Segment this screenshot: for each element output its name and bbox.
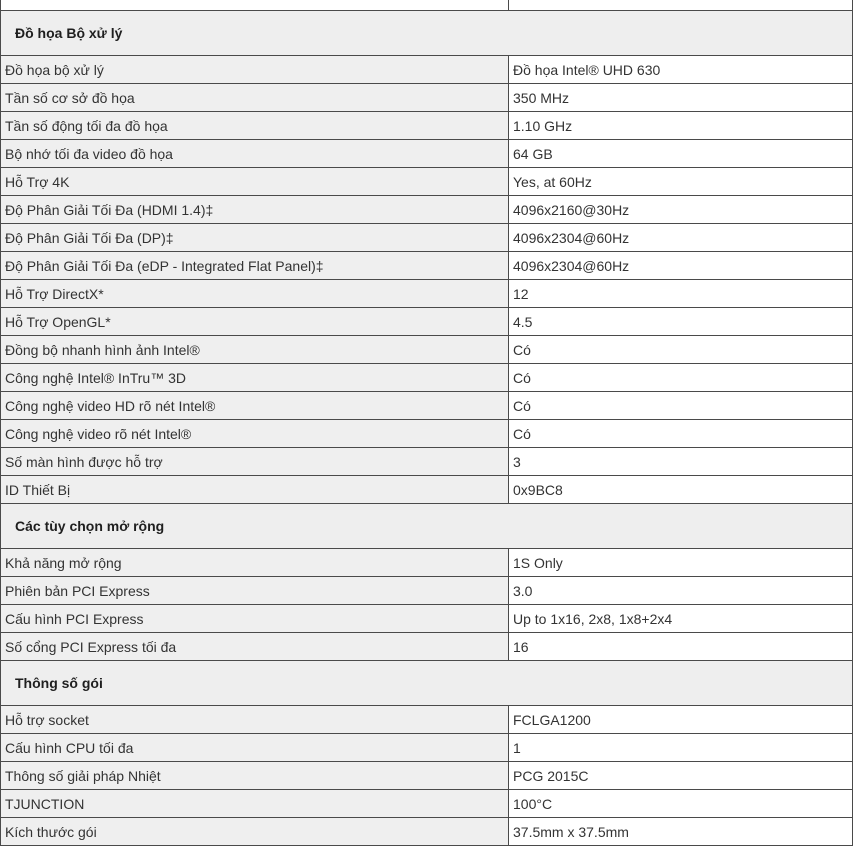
spec-label: Số cổng PCI Express tối đa [1,633,509,661]
spec-row [1,633,853,661]
spec-value: FCLGA1200 [509,706,853,734]
section-header-expansion-options [1,504,853,549]
spec-row [1,56,853,84]
spec-row [1,420,853,448]
spec-label: Công nghệ video HD rõ nét Intel® [1,392,509,420]
spec-value: 4096x2304@60Hz [509,252,853,280]
spec-label: Độ Phân Giải Tối Đa (DP)‡ [1,224,509,252]
spec-label: Kích thước gói [1,818,509,846]
spec-label: Cấu hình PCI Express [1,605,509,633]
spec-row [1,112,853,140]
spec-value: Có [509,364,853,392]
spec-row [1,577,853,605]
spec-value: 0x9BC8 [509,476,853,504]
spec-row [1,252,853,280]
spec-label: Hỗ Trợ 4K [1,168,509,196]
spec-value: 64 GB [509,140,853,168]
spec-value: Có [509,420,853,448]
spec-value: 3 [509,448,853,476]
spec-label: Thông số giải pháp Nhiệt [1,762,509,790]
spec-value: Yes, at 60Hz [509,168,853,196]
spec-row [1,734,853,762]
spec-label: Cấu hình CPU tối đa [1,734,509,762]
spec-value: 12 [509,280,853,308]
spec-row [1,196,853,224]
spec-row [1,392,853,420]
spec-row [1,168,853,196]
spec-label: Tần số động tối đa đồ họa [1,112,509,140]
spec-value: 350 MHz [509,84,853,112]
spec-value: 1 [509,734,853,762]
spec-row [1,790,853,818]
section-title: Các tùy chọn mở rộng [1,504,853,549]
spec-value: 37.5mm x 37.5mm [509,818,853,846]
spec-label: Độ Phân Giải Tối Đa (HDMI 1.4)‡ [1,196,509,224]
spec-label: Hỗ trợ socket [1,706,509,734]
spec-row [1,762,853,790]
spec-row [1,476,853,504]
spec-value: 4.5 [509,308,853,336]
spec-value: Up to 1x16, 2x8, 1x8+2x4 [509,605,853,633]
spec-row [1,280,853,308]
spec-label: Tần số cơ sở đồ họa [1,84,509,112]
spec-label: Công nghệ Intel® InTru™ 3D [1,364,509,392]
spec-value: Có [509,392,853,420]
spec-value: 4096x2304@60Hz [509,224,853,252]
spec-label: Đồ họa bộ xử lý [1,56,509,84]
previous-row-stub [1,0,853,11]
spec-value: 100°C [509,790,853,818]
spec-label: Bộ nhớ tối đa video đồ họa [1,140,509,168]
spec-value: PCG 2015C [509,762,853,790]
spec-row [1,364,853,392]
spec-row [1,605,853,633]
section-header-package-specs [1,661,853,706]
spec-row [1,706,853,734]
spec-value: 1S Only [509,549,853,577]
spec-row [1,448,853,476]
section-header-processor-graphics [1,11,853,56]
spec-row [1,224,853,252]
spec-label: Số màn hình được hỗ trợ [1,448,509,476]
spec-label: Hỗ Trợ OpenGL* [1,308,509,336]
spec-row [1,84,853,112]
spec-row [1,818,853,846]
spec-label: Đồng bộ nhanh hình ảnh Intel® [1,336,509,364]
spec-label: Độ Phân Giải Tối Đa (eDP - Integrated Flat Panel)‡ [1,252,509,280]
section-title: Thông số gói [1,661,853,706]
spec-row [1,549,853,577]
spec-value: 16 [509,633,853,661]
stub-value-cell [509,0,853,11]
spec-label: Khả năng mở rộng [1,549,509,577]
spec-label: Công nghệ video rõ nét Intel® [1,420,509,448]
spec-value: 1.10 GHz [509,112,853,140]
spec-value: 3.0 [509,577,853,605]
spec-row [1,336,853,364]
spec-label: TJUNCTION [1,790,509,818]
spec-value: 4096x2160@30Hz [509,196,853,224]
spec-label: Hỗ Trợ DirectX* [1,280,509,308]
spec-label: Phiên bản PCI Express [1,577,509,605]
spec-label: ID Thiết Bị [1,476,509,504]
stub-label-cell [1,0,509,11]
spec-row [1,140,853,168]
spec-row [1,308,853,336]
spec-value: Đồ họa Intel® UHD 630 [509,56,853,84]
spec-value: Có [509,336,853,364]
section-title: Đồ họa Bộ xử lý [1,11,853,56]
